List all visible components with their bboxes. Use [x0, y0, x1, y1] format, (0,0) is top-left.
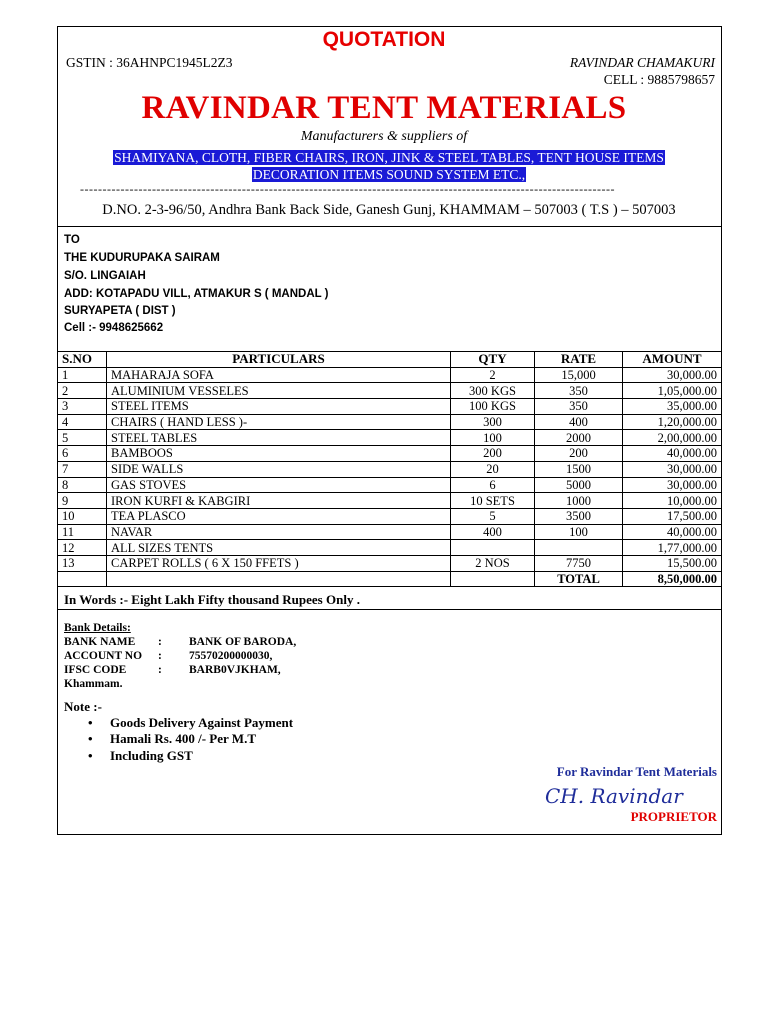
table-row	[58, 446, 722, 462]
note-heading: Note :-	[64, 699, 102, 714]
cell-sno: 8	[58, 477, 107, 493]
cell-amount: 30,000.00	[623, 477, 722, 493]
table-row	[58, 508, 722, 524]
cell-rate: 2000	[535, 430, 623, 446]
cell-particulars: STEEL ITEMS	[107, 399, 451, 415]
cell-particulars: CHAIRS ( HAND LESS )-	[107, 414, 451, 430]
table-row	[58, 524, 722, 540]
company-name: RAVINDAR TENT MATERIALS	[141, 90, 627, 126]
cell-amount: 10,000.00	[623, 493, 722, 509]
cell-qty: 300 KGS	[451, 383, 535, 399]
table-row	[58, 461, 722, 477]
cell-rate: 15,000	[535, 367, 623, 383]
recipient-name: THE KUDURUPAKA SAIRAM	[64, 252, 220, 264]
ifsc-value: BARB0VJKHAM,	[189, 664, 281, 676]
separator-line: -----------------------------------------------------------------------------------------------------------------------	[80, 182, 616, 196]
owner-cell: CELL : 9885798657	[603, 72, 715, 87]
owner-name: RAVINDAR CHAMAKURI	[569, 55, 715, 70]
cell-particulars: ALUMINIUM VESSELES	[107, 383, 451, 399]
table-header-row	[58, 352, 722, 368]
cell-amount: 40,000.00	[623, 524, 722, 540]
cell-qty: 10 SETS	[451, 493, 535, 509]
items-table	[57, 351, 722, 587]
cell-particulars: NAVAR	[107, 524, 451, 540]
cell-amount: 30,000.00	[623, 367, 722, 383]
header-amount: AMOUNT	[623, 352, 722, 368]
designation: PROPRIETOR	[630, 809, 717, 824]
cell-qty: 200	[451, 446, 535, 462]
divider	[57, 226, 722, 227]
company-address: D.NO. 2-3-96/50, Andhra Bank Back Side, Ganesh Gunj, KHAMMAM – 507003 ( T.S ) – 507003	[102, 202, 676, 218]
cell-amount: 1,77,000.00	[623, 540, 722, 556]
cell-qty: 6	[451, 477, 535, 493]
divider	[57, 609, 722, 610]
cell-particulars: GAS STOVES	[107, 477, 451, 493]
cell-amount: 40,000.00	[623, 446, 722, 462]
table-row	[58, 555, 722, 571]
cell-particulars: BAMBOOS	[107, 446, 451, 462]
note-item: • Including GST	[88, 748, 193, 763]
cell-rate: 200	[535, 446, 623, 462]
total-label: TOTAL	[535, 571, 623, 587]
cell-sno: 3	[58, 399, 107, 415]
table-row	[58, 493, 722, 509]
cell-sno: 6	[58, 446, 107, 462]
cell-particulars: ALL SIZES TENTS	[107, 540, 451, 556]
cell-qty: 400	[451, 524, 535, 540]
colon: :	[158, 650, 162, 662]
note-item: • Hamali Rs. 400 /- Per M.T	[88, 731, 256, 746]
table-row	[58, 414, 722, 430]
cell-rate: 400	[535, 414, 623, 430]
products-line-2: DECORATION ITEMS SOUND SYSTEM ETC.,	[252, 167, 526, 182]
colon: :	[158, 636, 162, 648]
header-rate: RATE	[535, 352, 623, 368]
cell-rate: 5000	[535, 477, 623, 493]
cell-amount: 1,20,000.00	[623, 414, 722, 430]
colon: :	[158, 664, 162, 676]
cell-particulars: TEA PLASCO	[107, 508, 451, 524]
ifsc-label: IFSC CODE	[64, 664, 127, 676]
cell-qty: 300	[451, 414, 535, 430]
cell-sno: 12	[58, 540, 107, 556]
amount-in-words: In Words :- Eight Lakh Fifty thousand Rupees Only .	[64, 592, 360, 607]
cell-sno: 7	[58, 461, 107, 477]
cell-amount: 35,000.00	[623, 399, 722, 415]
cell-amount: 1,05,000.00	[623, 383, 722, 399]
cell-sno: 9	[58, 493, 107, 509]
table-row	[58, 383, 722, 399]
cell-sno: 10	[58, 508, 107, 524]
cell-sno: 2	[58, 383, 107, 399]
bank-name-label: BANK NAME	[64, 636, 136, 648]
for-company: For Ravindar Tent Materials	[556, 764, 717, 779]
cell-qty: 20	[451, 461, 535, 477]
cell-qty: 100	[451, 430, 535, 446]
total-value: 8,50,000.00	[623, 571, 722, 587]
table-row	[58, 399, 722, 415]
cell-particulars: MAHARAJA SOFA	[107, 367, 451, 383]
cell-sno: 5	[58, 430, 107, 446]
cell-particulars: IRON KURFI & KABGIRI	[107, 493, 451, 509]
account-label: ACCOUNT NO	[64, 650, 143, 662]
bank-heading: Bank Details:	[64, 622, 131, 634]
table-row	[58, 430, 722, 446]
cell-amount: 2,00,000.00	[623, 430, 722, 446]
header-particulars: PARTICULARS	[107, 352, 451, 368]
signature	[543, 781, 703, 811]
bank-name-value: BANK OF BARODA,	[189, 636, 297, 648]
cell-sno: 13	[58, 555, 107, 571]
header-qty: QTY	[451, 352, 535, 368]
cell-qty: 2 NOS	[451, 555, 535, 571]
cell-qty: 2	[451, 367, 535, 383]
tagline: Manufacturers & suppliers of	[300, 129, 468, 144]
recipient-address: ADD: KOTAPADU VILL, ATMAKUR S ( MANDAL )	[64, 288, 329, 300]
total-row	[58, 571, 722, 587]
cell-qty	[451, 540, 535, 556]
cell-rate: 1500	[535, 461, 623, 477]
cell-rate: 350	[535, 399, 623, 415]
cell-rate: 350	[535, 383, 623, 399]
table-row	[58, 367, 722, 383]
cell-amount: 30,000.00	[623, 461, 722, 477]
cell-particulars: SIDE WALLS	[107, 461, 451, 477]
cell-particulars: CARPET ROLLS ( 6 X 150 FFETS )	[107, 555, 451, 571]
cell-rate: 100	[535, 524, 623, 540]
note-item: • Goods Delivery Against Payment	[88, 715, 294, 730]
cell-sno: 4	[58, 414, 107, 430]
recipient-relation: S/O. LINGAIAH	[64, 270, 146, 282]
cell-rate: 7750	[535, 555, 623, 571]
to-label: TO	[64, 234, 80, 246]
gstin: GSTIN : 36AHNPC1945L2Z3	[66, 55, 233, 70]
cell-amount: 17,500.00	[623, 508, 722, 524]
recipient-cell: Cell :- 9948625662	[64, 322, 164, 334]
svg-text:CH. Ravindar: CH. Ravindar	[545, 784, 683, 808]
cell-rate: 1000	[535, 493, 623, 509]
cell-amount: 15,500.00	[623, 555, 722, 571]
table-row	[58, 477, 722, 493]
cell-sno: 11	[58, 524, 107, 540]
cell-rate	[535, 540, 623, 556]
cell-qty: 100 KGS	[451, 399, 535, 415]
bank-branch: Khammam.	[64, 678, 123, 690]
cell-particulars: STEEL TABLES	[107, 430, 451, 446]
cell-qty: 5	[451, 508, 535, 524]
cell-rate: 3500	[535, 508, 623, 524]
products-line-1: SHAMIYANA, CLOTH, FIBER CHAIRS, IRON, JINK & STEEL TABLES, TENT HOUSE ITEMS	[114, 150, 664, 165]
account-value: 75570200000030,	[189, 650, 273, 662]
header-sno: S.NO	[58, 352, 107, 368]
table-row	[58, 540, 722, 556]
recipient-district: SURYAPETA ( DIST )	[64, 305, 176, 317]
cell-sno: 1	[58, 367, 107, 383]
document-title: QUOTATION	[322, 28, 446, 51]
